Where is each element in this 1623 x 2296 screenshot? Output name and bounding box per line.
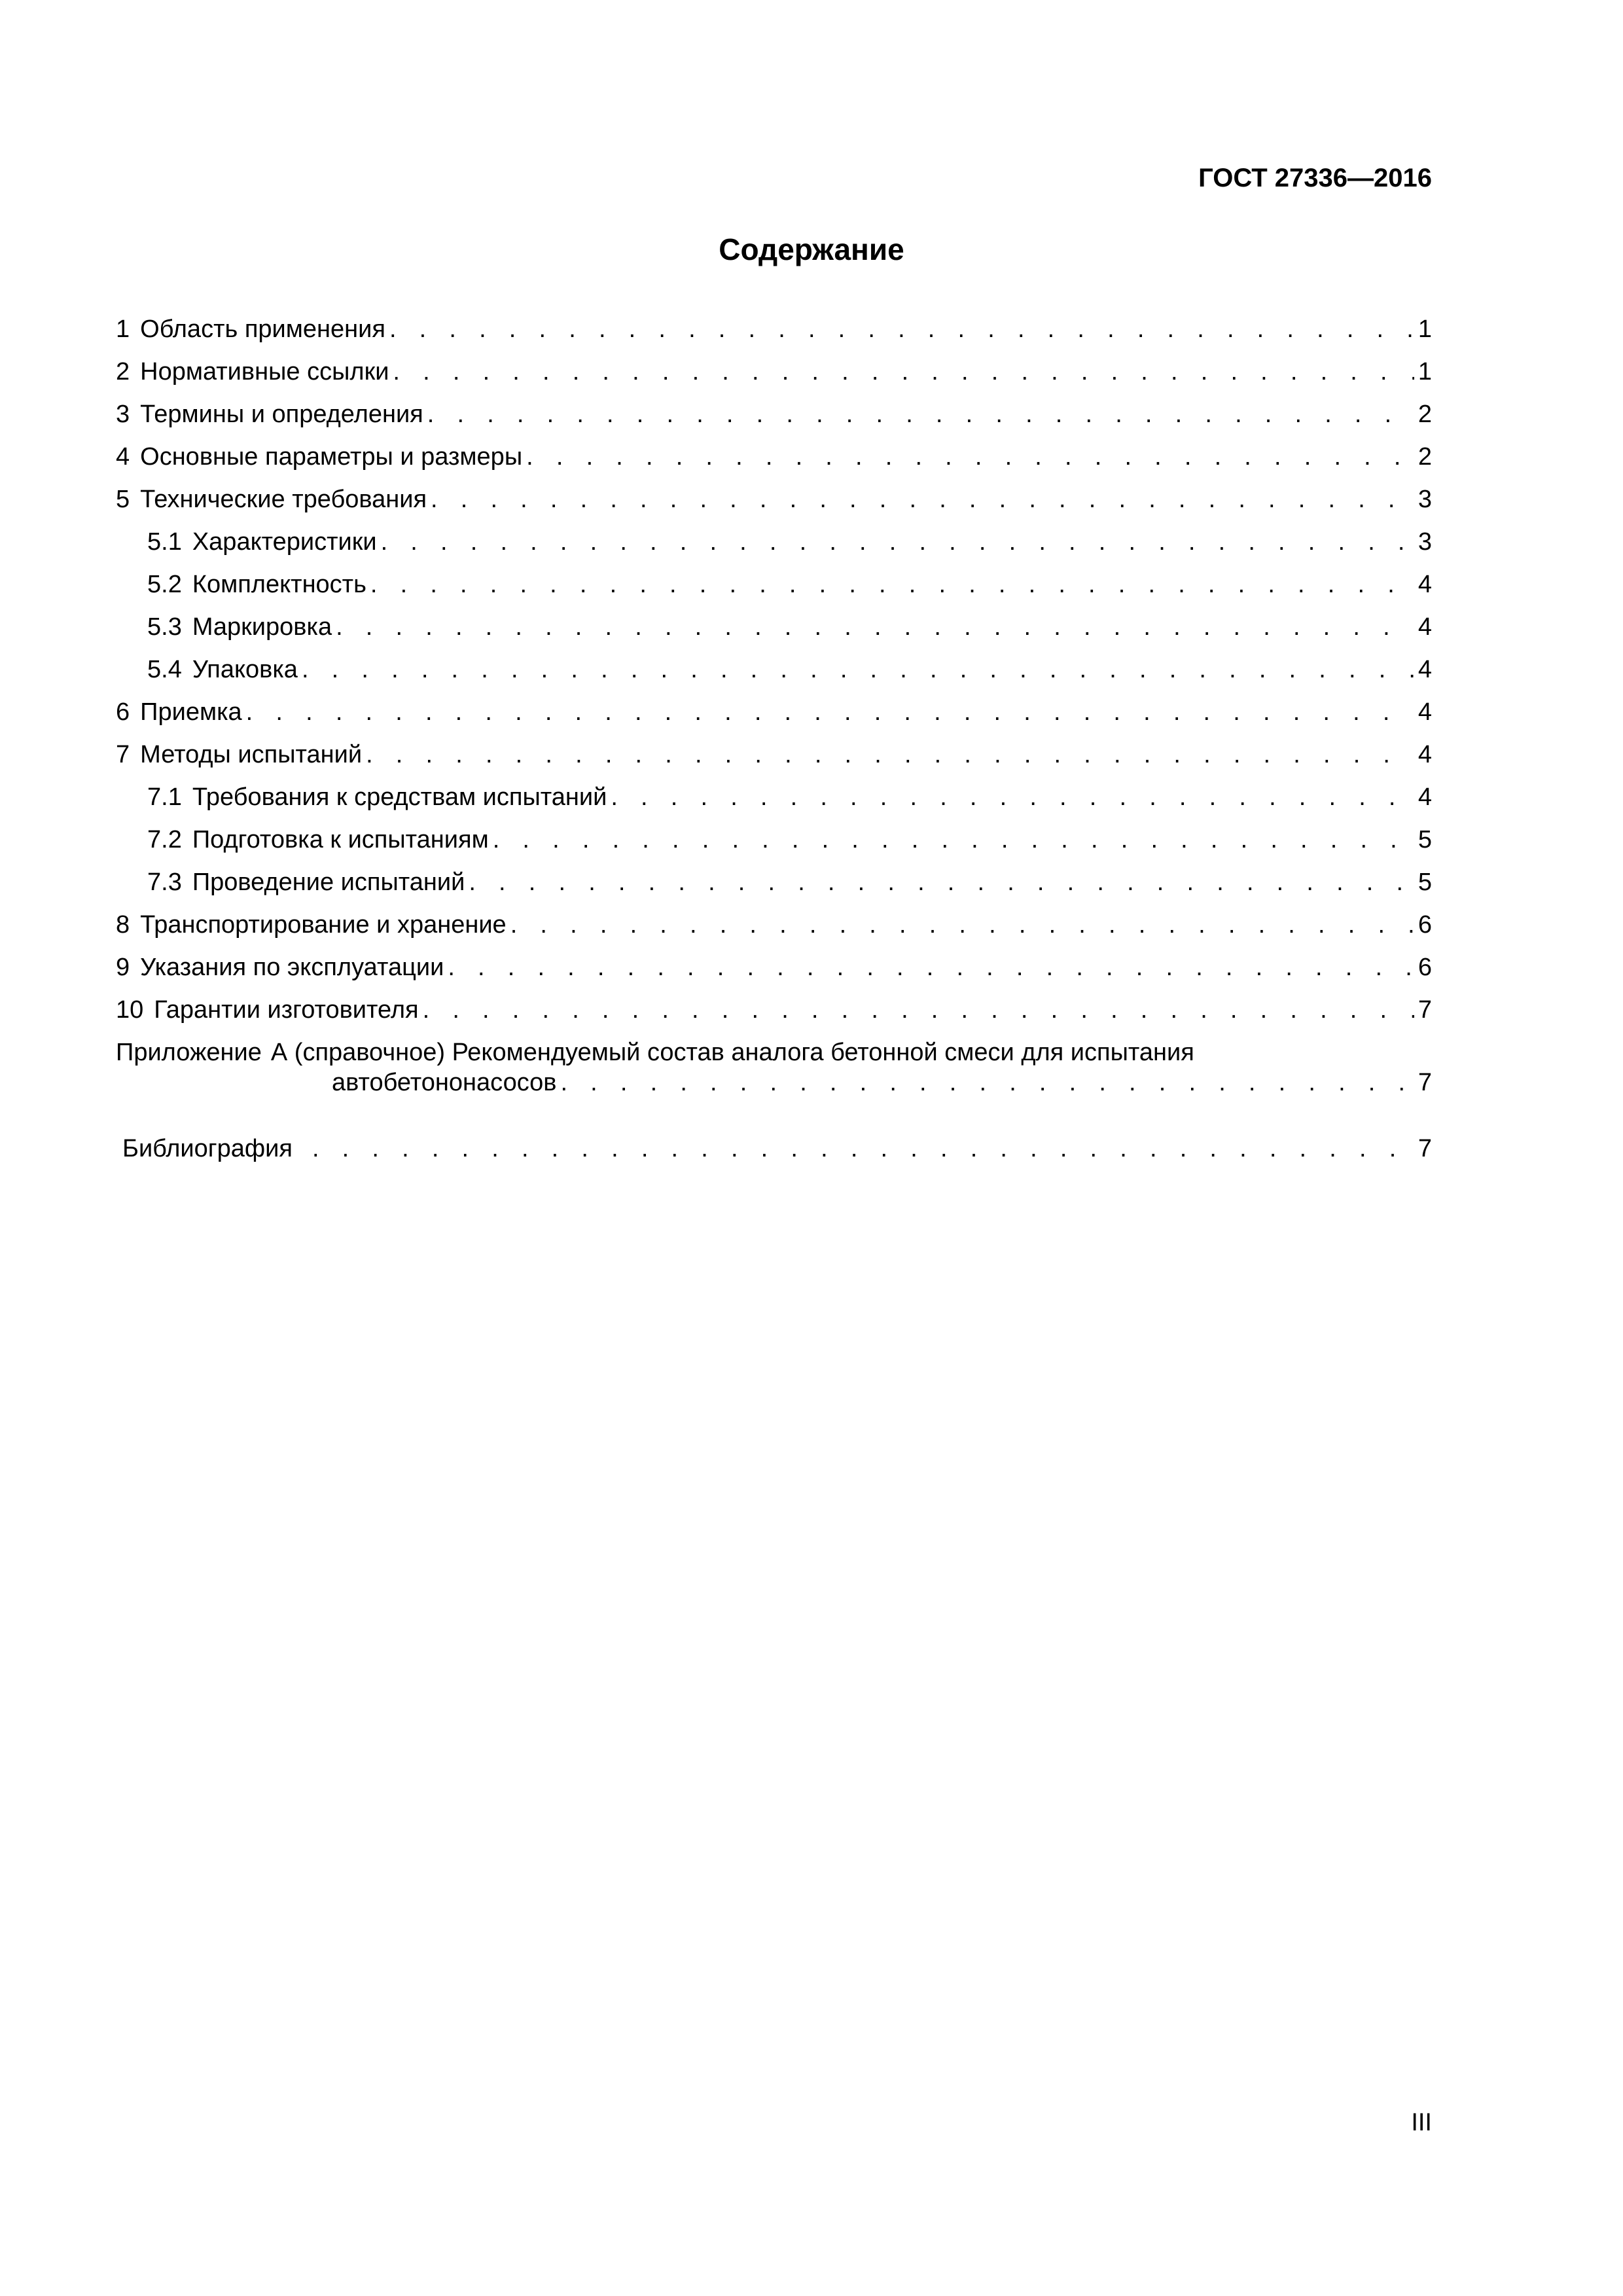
toc-entry-page-number: 4 bbox=[1418, 656, 1432, 683]
toc-entry-page-number: 5 bbox=[1418, 869, 1432, 896]
toc-entry-title: Маркировка bbox=[192, 613, 332, 641]
annex-page-number: 7 bbox=[1418, 1069, 1432, 1096]
annex-title: А (справочное) Рекомендуемый состав аналога бетонной смеси для испытания bbox=[270, 1039, 1194, 1066]
annex-title-line1 bbox=[116, 1037, 1432, 1067]
toc-entry-title: Основные параметры и размеры bbox=[140, 443, 523, 471]
toc-entry-title: Гарантии изготовителя bbox=[154, 996, 419, 1024]
toc-entry[interactable] bbox=[116, 557, 1432, 600]
toc-entry-number: 3 bbox=[116, 401, 130, 428]
toc-entry-number: 7.2 bbox=[147, 826, 182, 853]
dot-leader bbox=[312, 1134, 1414, 1164]
toc-entry-number: 5.1 bbox=[147, 528, 182, 556]
dot-leader bbox=[560, 1067, 1414, 1098]
toc-entry[interactable] bbox=[116, 770, 1432, 812]
toc-entry-page-number: 4 bbox=[1418, 613, 1432, 641]
toc-entry[interactable] bbox=[116, 685, 1432, 727]
toc-entry-number: 7 bbox=[116, 741, 130, 768]
toc-entry-title: Термины и определения bbox=[140, 401, 423, 428]
page-title: Содержание bbox=[719, 232, 904, 266]
toc-entry-title: Требования к средствам испытаний bbox=[192, 783, 607, 811]
toc-entry[interactable] bbox=[116, 940, 1432, 982]
toc-entry[interactable] bbox=[116, 982, 1432, 1025]
toc-entry-title: Методы испытаний bbox=[140, 741, 363, 768]
toc-entry-title: Указания по эксплуатации bbox=[140, 954, 444, 981]
document-code: ГОСТ 27336—2016 bbox=[1198, 164, 1432, 192]
dot-leader bbox=[366, 740, 1414, 770]
toc-entry-title: Подготовка к испытаниям bbox=[192, 826, 489, 853]
dot-leader bbox=[526, 442, 1414, 472]
dot-leader bbox=[431, 484, 1414, 514]
dot-leader bbox=[370, 569, 1414, 600]
toc-entry-number: 2 bbox=[116, 358, 130, 386]
toc-entry-page-number: 5 bbox=[1418, 826, 1432, 853]
toc-entry[interactable] bbox=[116, 344, 1432, 387]
toc-entry[interactable] bbox=[116, 429, 1432, 472]
toc-entry[interactable] bbox=[116, 897, 1432, 940]
toc-entry-number: 10 bbox=[116, 996, 144, 1024]
toc-entry[interactable] bbox=[116, 472, 1432, 514]
toc-entry-number: 5.4 bbox=[147, 656, 182, 683]
toc-entry-page-number: 3 bbox=[1418, 528, 1432, 556]
toc-entry[interactable] bbox=[116, 812, 1432, 855]
toc-entry-number: 6 bbox=[116, 698, 130, 726]
annex-label: Приложение bbox=[116, 1039, 262, 1066]
toc-entry-number: 5 bbox=[116, 486, 130, 513]
toc-entry-number: 1 bbox=[116, 315, 130, 343]
dot-leader bbox=[510, 910, 1414, 940]
toc-entry-title: Технические требования bbox=[140, 486, 427, 513]
dot-leader bbox=[493, 825, 1414, 855]
toc-entry-page-number: 2 bbox=[1418, 401, 1432, 428]
toc-entry-bibliography[interactable] bbox=[116, 1121, 1432, 1164]
toc-entries bbox=[116, 302, 1432, 1025]
toc-entry-number: 5.3 bbox=[147, 613, 182, 641]
toc-entry[interactable] bbox=[116, 642, 1432, 685]
toc-entry-title: Проведение испытаний bbox=[192, 869, 465, 896]
toc-entry-page-number: 7 bbox=[1418, 996, 1432, 1024]
dot-leader bbox=[389, 314, 1414, 344]
annex-title-line2 bbox=[116, 1067, 1432, 1098]
toc-entry-page-number: 6 bbox=[1418, 954, 1432, 981]
dot-leader bbox=[448, 952, 1414, 982]
toc-entry-title: Приемка bbox=[140, 698, 242, 726]
toc-entry-page-number: 4 bbox=[1418, 571, 1432, 598]
toc-entry-page-number: 1 bbox=[1418, 315, 1432, 343]
dot-leader bbox=[423, 995, 1414, 1025]
toc-entry-title: Нормативные ссылки bbox=[140, 358, 389, 386]
dot-leader bbox=[611, 782, 1414, 812]
toc-entry[interactable] bbox=[116, 302, 1432, 344]
toc-entry-title: Область применения bbox=[140, 315, 385, 343]
toc-entry-number: 7.3 bbox=[147, 869, 182, 896]
toc-entry-page-number: 4 bbox=[1418, 741, 1432, 768]
toc-entry-number: 5.2 bbox=[147, 571, 182, 598]
toc-entry-page-number: 3 bbox=[1418, 486, 1432, 513]
toc-entry-page-number: 4 bbox=[1418, 783, 1432, 811]
dot-leader bbox=[302, 655, 1414, 685]
toc-entry-title: Характеристики bbox=[192, 528, 377, 556]
bibliography-label: Библиография bbox=[122, 1135, 293, 1162]
toc-entry[interactable] bbox=[116, 855, 1432, 897]
toc-entry-page-number: 1 bbox=[1418, 358, 1432, 386]
toc-entry-number: 4 bbox=[116, 443, 130, 471]
toc-entry-number: 7.1 bbox=[147, 783, 182, 811]
toc-entry[interactable] bbox=[116, 514, 1432, 557]
table-of-contents bbox=[116, 302, 1432, 1164]
toc-entry-number: 9 bbox=[116, 954, 130, 981]
dot-leader bbox=[336, 612, 1414, 642]
toc-entry[interactable] bbox=[116, 387, 1432, 429]
toc-entry-title: Комплектность bbox=[192, 571, 366, 598]
toc-entry-number: 8 bbox=[116, 911, 130, 939]
toc-entry-title: Транспортирование и хранение bbox=[140, 911, 507, 939]
dot-leader bbox=[381, 527, 1414, 557]
toc-entry-page-number: 6 bbox=[1418, 911, 1432, 939]
toc-entry-page-number: 2 bbox=[1418, 443, 1432, 471]
toc-entry[interactable] bbox=[116, 727, 1432, 770]
dot-leader bbox=[469, 867, 1414, 897]
toc-entry-title: Упаковка bbox=[192, 656, 298, 683]
toc-entry[interactable] bbox=[116, 600, 1432, 642]
dot-leader bbox=[246, 697, 1414, 727]
dot-leader bbox=[393, 357, 1414, 387]
toc-entry-annex-a[interactable] bbox=[116, 1037, 1432, 1121]
page-number: III bbox=[1411, 2109, 1432, 2136]
bibliography-page-number: 7 bbox=[1418, 1135, 1432, 1162]
dot-leader bbox=[427, 399, 1414, 429]
toc-entry-page-number: 4 bbox=[1418, 698, 1432, 726]
annex-title-continued: автобетононасосов bbox=[332, 1069, 557, 1096]
